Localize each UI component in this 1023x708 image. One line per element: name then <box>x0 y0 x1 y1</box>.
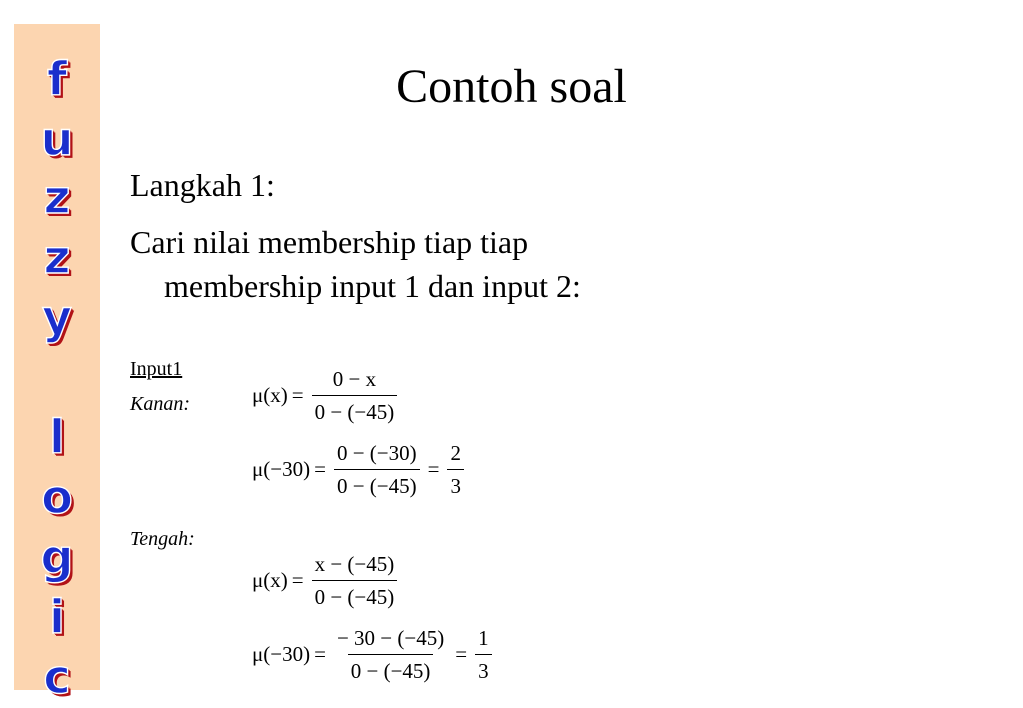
sidebar-letter: y <box>42 290 72 344</box>
equals-sign: = <box>427 457 440 481</box>
sidebar-letter: o <box>41 470 73 524</box>
step-heading: Langkah 1: <box>130 167 275 203</box>
numerator: 1 <box>478 626 489 650</box>
sidebar-letter: z <box>43 170 71 224</box>
slide-title: Contoh soal <box>396 60 627 113</box>
sidebar-letter: l <box>49 410 65 464</box>
formula-lhs: μ(x) <box>252 383 288 407</box>
kanan-label: Kanan: <box>130 393 190 415</box>
equals-sign: = <box>291 383 304 407</box>
denominator: 0 − (−45) <box>312 580 398 610</box>
formula-lhs: μ(−30) <box>252 457 311 481</box>
numerator: 2 <box>450 441 461 465</box>
denominator: 0 − (−45) <box>348 654 434 684</box>
sidebar-letter: c <box>43 650 71 704</box>
equals-sign: = <box>314 642 326 666</box>
result-fraction <box>475 625 492 684</box>
denominator: 3 <box>475 654 492 684</box>
tengah-membership-formula <box>252 551 401 610</box>
equals-sign: = <box>291 568 304 592</box>
kanan-membership-result <box>252 440 468 499</box>
numerator: 0 − (−30) <box>336 441 417 465</box>
equals-sign: = <box>455 642 468 666</box>
result-fraction <box>447 440 464 499</box>
numerator: 0 − x <box>332 367 377 391</box>
sidebar-letter: f <box>46 52 67 106</box>
kanan-membership-formula <box>252 366 401 425</box>
tengah-label: Tengah: <box>130 528 195 550</box>
input-label: Input1 <box>130 358 183 380</box>
denominator: 3 <box>447 469 464 499</box>
numerator: x − (−45) <box>314 552 395 576</box>
denominator: 0 − (−45) <box>334 469 420 499</box>
sidebar-letter: u <box>40 112 74 166</box>
denominator: 0 − (−45) <box>312 395 398 425</box>
sidebar-letter: g <box>40 530 74 584</box>
sidebar-letter: z <box>43 230 71 284</box>
step-description: Cari nilai membership tiap tiap membership input 1 dan input 2: <box>130 224 581 304</box>
fraction <box>334 625 447 684</box>
formula-lhs: μ(x) <box>252 568 288 592</box>
sidebar-letter: i <box>49 590 65 644</box>
tengah-membership-result <box>252 625 496 684</box>
equals-sign: = <box>314 457 326 481</box>
formula-lhs: μ(−30) <box>252 642 311 666</box>
numerator: − 30 − (−45) <box>336 626 445 650</box>
fraction <box>312 366 398 425</box>
fraction <box>334 440 420 499</box>
fraction <box>312 551 398 610</box>
fuzzy-logic-sidebar <box>14 24 100 704</box>
